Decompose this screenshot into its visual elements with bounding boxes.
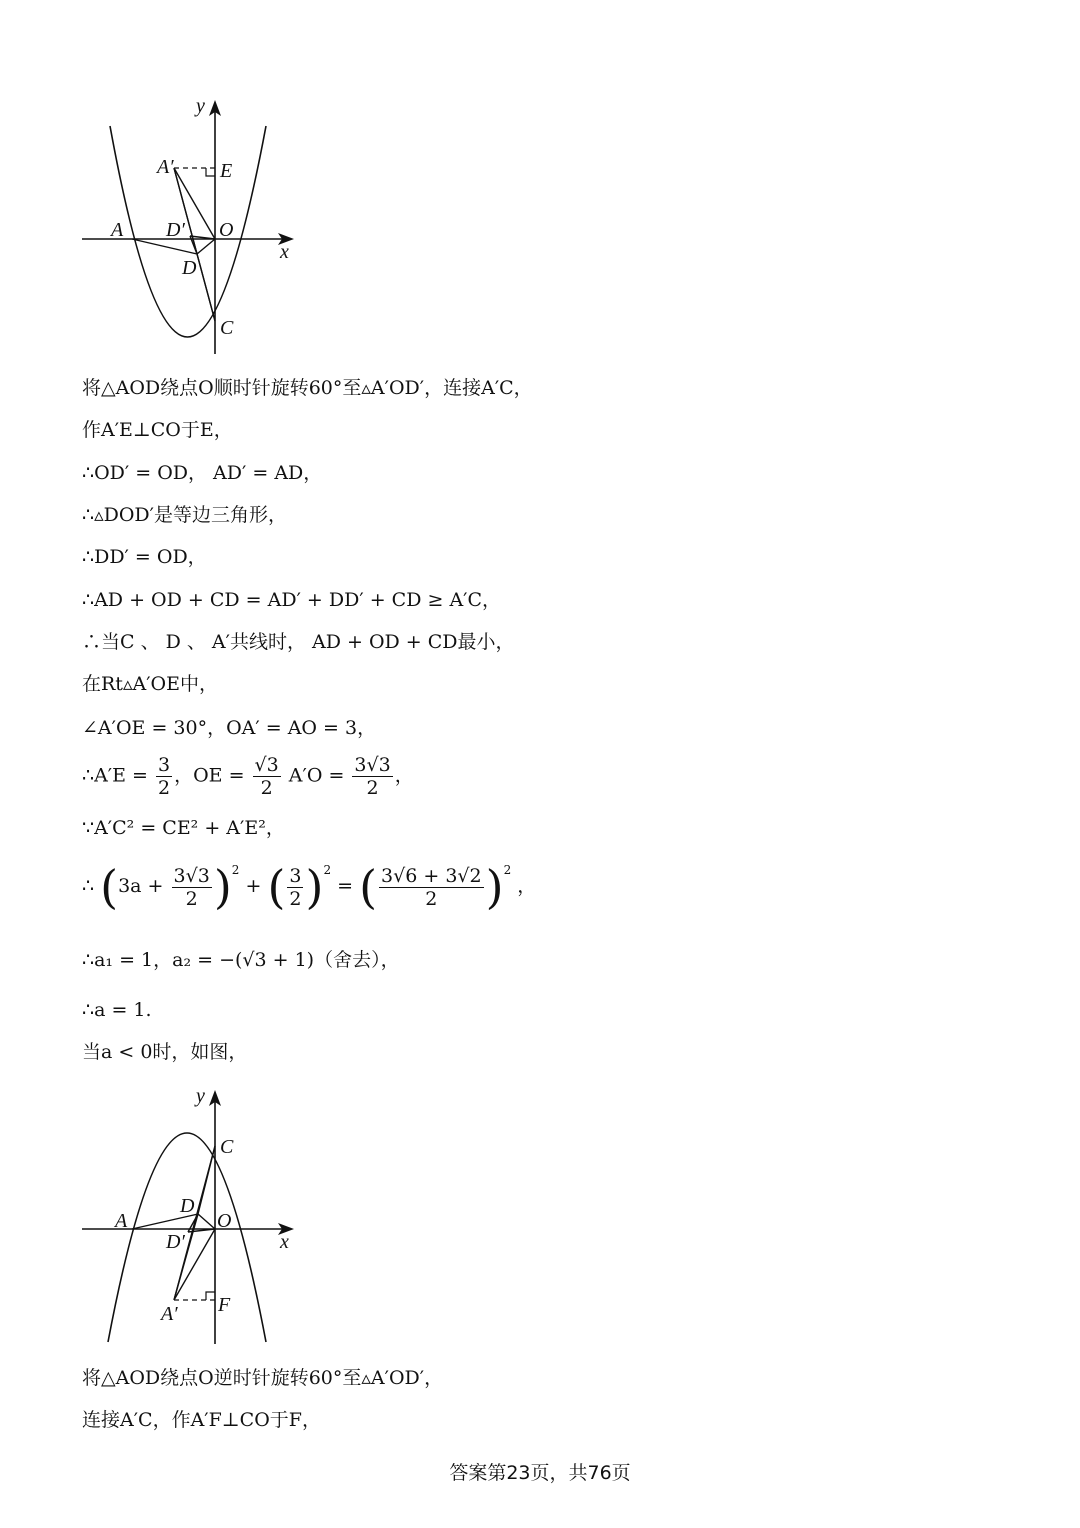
point-A-label: A: [111, 219, 124, 241]
point-C-label: C: [220, 1136, 234, 1158]
text-line-8: 在Rt▵A′OE中，: [82, 673, 218, 695]
figure-parabola-downward: [80, 1086, 310, 1352]
point-A-label: A: [115, 1210, 128, 1232]
text-line-10: ∴A′E = $\frac{3}{2}$ ，OE = $\frac{√3}{2}$ A′O = $\frac{3√3}{2}$ ，: [82, 754, 414, 799]
y-axis-label: y: [196, 96, 205, 117]
text-line-17: 连接A′C，作A′F⊥CO于F，: [82, 1409, 321, 1431]
point-C-label: C: [220, 317, 234, 339]
point-F-label: F: [218, 1294, 231, 1316]
text-line-9: ∠A′OE = 30°，OA′ = AO = 3，: [82, 717, 377, 739]
y-axis-label: y: [196, 1086, 205, 1107]
fraction: $\frac{3}{2}$: [158, 754, 171, 799]
page-footer: 答案第23页，共76页: [449, 1462, 631, 1484]
fraction: $\frac{√3}{2}$: [254, 754, 279, 799]
fraction: $\frac{3√6 + 3√2}{2}$: [381, 864, 482, 910]
text-line-7: ∴当C 、 D 、 A′共线时， AD + OD + CD最小，: [82, 631, 515, 653]
text-line-15: 当a < 0时，如图，: [82, 1041, 248, 1063]
text-line-4: ∴▵DOD′是等边三角形，: [82, 504, 287, 526]
text-line-16: 将△AOD绕点O逆时针旋转60°至▵A′OD′，: [82, 1367, 444, 1389]
point-O-label: O: [219, 219, 234, 241]
point-D-prime-label: D′: [166, 219, 185, 241]
point-A-prime-label: A′: [161, 1303, 178, 1325]
text-line-6: ∴AD + OD + CD = AD′ + DD′ + CD ≥ A′C，: [82, 589, 502, 611]
x-axis-label: x: [280, 1231, 289, 1253]
fraction: $\frac{3√3}{2}$: [173, 864, 210, 910]
text-line-2: 作A′E⊥CO于E，: [82, 419, 233, 441]
text-line-14: ∴a = 1.: [82, 999, 152, 1021]
point-D-label: D: [180, 1195, 195, 1217]
text-line-12: ∴ (3a + $\frac{3√3}{2}$ )$^2$ + ( $\frac{3}{2}$ )$^2$ = ( $\frac{3√6 + 3√2}{2}$ )$^2$ ，: [82, 860, 537, 914]
point-D-prime-label: D′: [166, 1231, 185, 1253]
fraction: $\frac{3}{2}$: [289, 864, 302, 910]
text-line-11: ∵A′C² = CE² + A′E²，: [82, 817, 285, 839]
text-line-13: ∴a₁ = 1，a₂ = −(√3 + 1)（舍去），: [82, 949, 400, 971]
figure-parabola-upward: [80, 96, 310, 362]
text-line-5: ∴DD′ = OD，: [82, 546, 207, 568]
text-line-1: 将△AOD绕点O顺时针旋转60°至▵A′OD′，连接A′C，: [82, 377, 533, 399]
point-D-label: D: [182, 257, 197, 279]
x-axis-label: x: [280, 241, 289, 263]
fraction: $\frac{3√3}{2}$: [354, 754, 391, 799]
point-O-label: O: [217, 1210, 232, 1232]
text-line-3: ∴OD′ = OD， AD′ = AD，: [82, 462, 323, 484]
point-A-prime-label: A′: [157, 156, 174, 178]
point-E-label: E: [220, 160, 233, 182]
